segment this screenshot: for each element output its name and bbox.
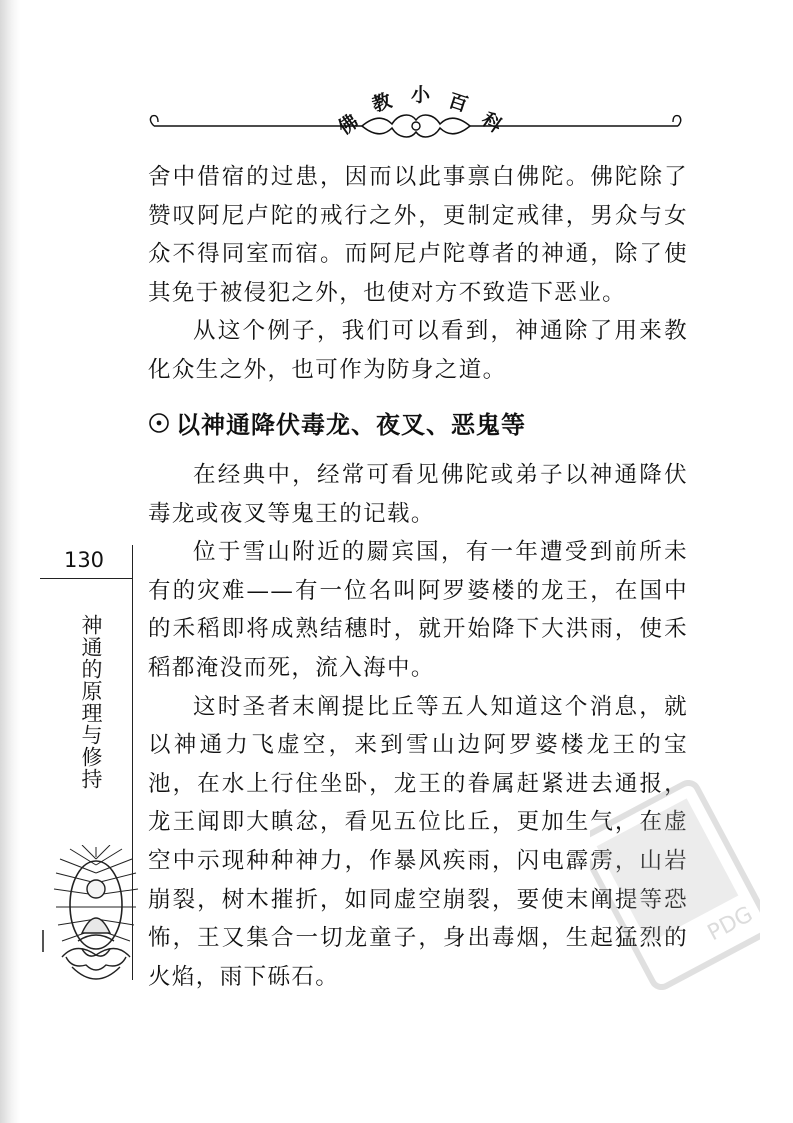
- header-title-char: 小: [411, 84, 431, 106]
- header-title-char: 科: [477, 108, 506, 138]
- body-text-top: [148, 158, 688, 390]
- sidebar-book-title: 神通的原理与修持: [79, 614, 103, 790]
- sidebar-horizontal-rule: [40, 578, 132, 579]
- header-title-char: 佛: [334, 110, 363, 140]
- buddha-lotus-icon: [52, 845, 140, 995]
- paragraph: 这时圣者末阐提比丘等五人知道这个消息，就以神通力飞虚空，来到雪山边阿罗婆楼龙王的宝池，在水上行住坐卧，龙王的眷属赶紧进去通报，龙王闻即大瞋忿，看见五位比丘，更加生气，在虚空中示现种种神力，作暴风疾雨，闪电霹雳，山岩崩裂，树木摧折，如同虚空崩裂，要使末阐提等恐怖，王又集合一切龙童子，身出毒烟，生起猛烈的火焰，雨下砾石。: [148, 693, 688, 990]
- header-title-char: 百: [445, 89, 471, 117]
- running-header: [148, 70, 683, 150]
- scan-mark: [42, 930, 44, 952]
- paragraph: 在经典中，经常可看见佛陀或弟子以神通降伏毒龙或夜叉等鬼王的记载。: [148, 462, 688, 527]
- paragraph: 从这个例子，我们可以看到，神通除了用来教化众生之外，也可作为防身之道。: [148, 318, 688, 383]
- page-edge-shadow: [0, 0, 20, 1123]
- section-heading-text: 以神通降伏毒龙、夜叉、恶鬼等: [176, 411, 526, 439]
- paragraph: 舍中借宿的过患，因而以此事禀白佛陀。佛陀除了赞叹阿尼卢陀的戒行之外，更制定戒律，男众与女众不得同室而宿。而阿尼卢陀尊者的神通，除了使其免于被侵犯之外，也使对方不致造下恶业。: [148, 164, 688, 306]
- page-number: 130: [63, 548, 105, 572]
- paragraph: 位于雪山附近的罽宾国，有一年遭受到前所未有的灾难——有一位名叫阿罗婆楼的龙王，在国中的禾稻即将成熟结穗时，就开始降下大洪雨，使禾稻都淹没而死，流入海中。: [148, 539, 688, 681]
- watermark-stamp: [590, 780, 760, 990]
- header-title-char: 教: [369, 89, 395, 117]
- header-ornament-rule: [148, 110, 683, 140]
- watermark-text: PDG: [703, 901, 758, 947]
- section-heading: [148, 405, 688, 440]
- circle-dot-bullet-icon: [148, 412, 170, 434]
